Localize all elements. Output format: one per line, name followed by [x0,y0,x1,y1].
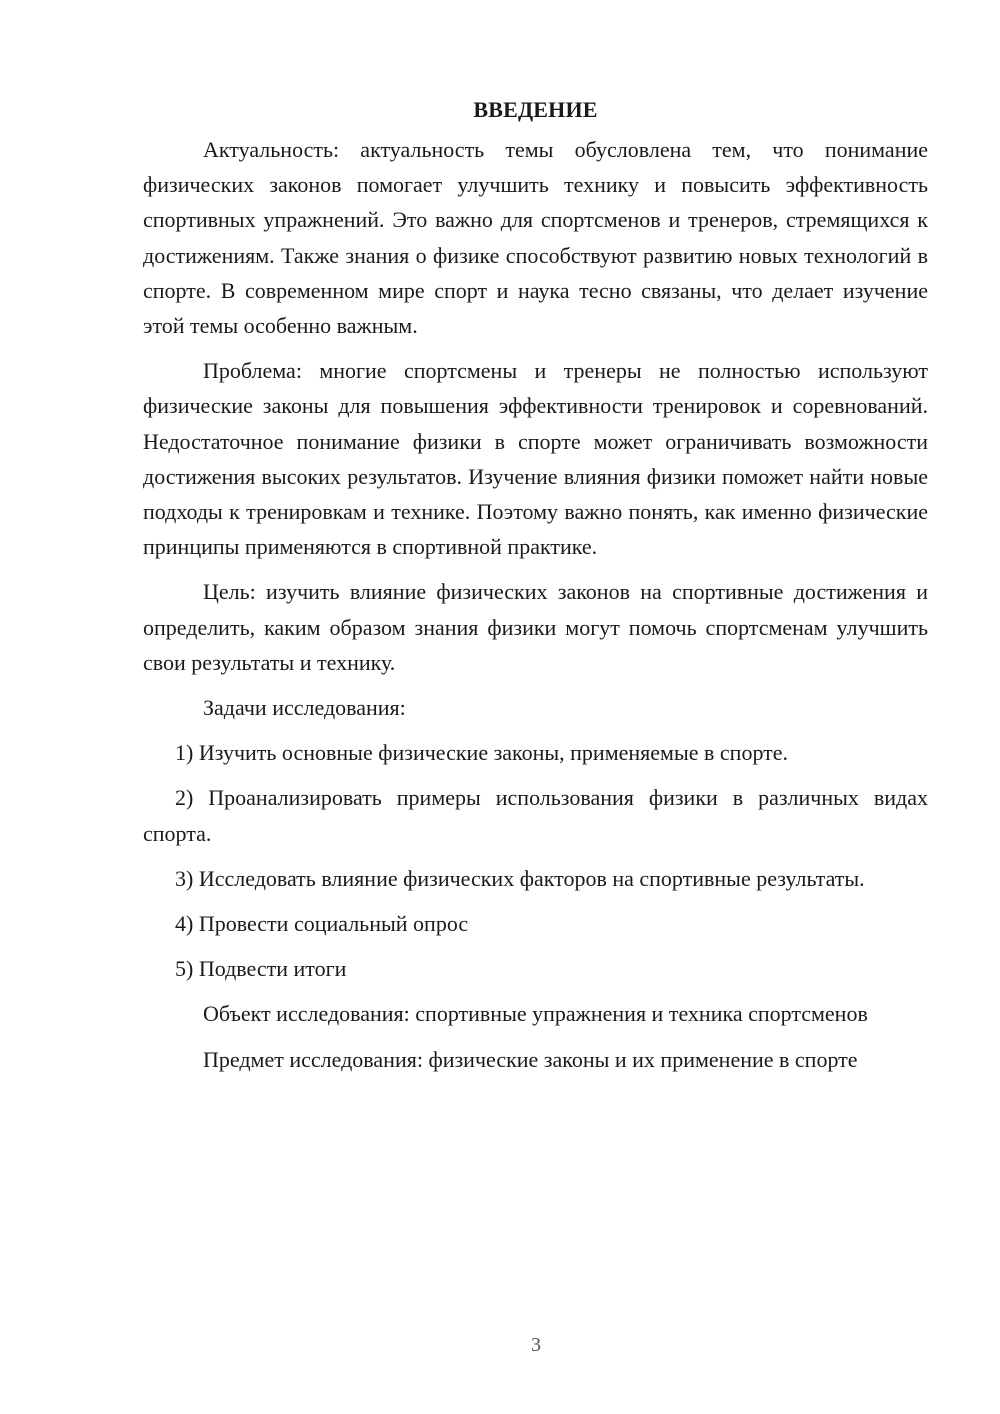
task-item: 4) Провести социальный опрос [175,911,469,937]
tasks-title: Задачи исследования: [203,695,406,721]
paragraph-goal: Цель: изучить влияние физических законов на спортивные достижения и определить, каким образом знания физики могут помочь спортсменам улучшить свои результаты и технику. [143,579,928,675]
page-number: 3 [531,1334,541,1356]
task-item: 5) Подвести итоги [175,956,347,982]
task-item: 2) Проанализировать примеры использования физики в различных видах спорта. [143,785,928,846]
task-item: 1) Изучить основные физические законы, применяемые в спорте. [175,740,789,766]
paragraph-subject: Предмет исследования: физические законы и их применение в спорте [203,1046,858,1072]
paragraph-relevance: Актуальность: актуальность темы обусловлена тем, что понимание физических законов помогает улучшить технику и повысить эффективность спортивных упражнений. Это важно для спортсменов и тренеров, стремящихся к достижениям. Также знания о физике способствуют развитию новых технологий в спорте. В современном мире спорт и наука тесно связаны, что делает изучение этой темы особенно важным. [143,137,928,339]
paragraph-problem: Проблема: многие спортсмены и тренеры не полностью используют физические законы для повышения эффективности тренировок и соревнований. Недостаточное понимание физики в спорте может ограничивать возможности достижения высоких результатов. Изучение влияния физики поможет найти новые подходы к тренировкам и технике. Поэтому важно понять, как именно физические принципы применяются в спортивной практике. [143,358,928,560]
section-heading: ВВЕДЕНИЕ [473,97,598,122]
task-item: 3) Исследовать влияние физических факторов на спортивные результаты. [175,865,865,891]
document-page [143,92,928,1077]
paragraph-object: Объект исследования: спортивные упражнения и техника спортсменов [203,1001,868,1027]
